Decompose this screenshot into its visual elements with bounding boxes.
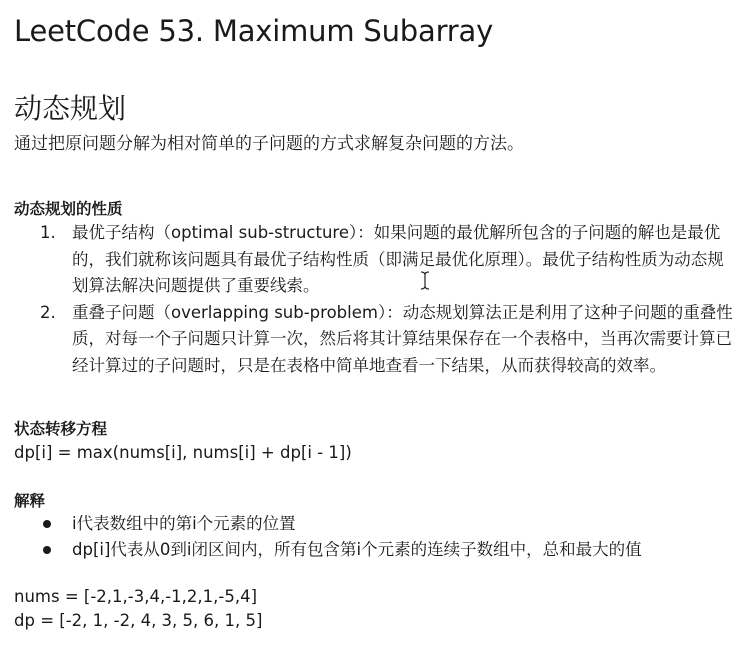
nums-array: nums = [-2,1,-3,4,-1,2,1,-5,4] <box>14 587 258 606</box>
dp-intro-text: 通过把原问题分解为相对简单的子问题的方式求解复杂问题的方法。 <box>14 134 524 154</box>
explanation-text-1: i代表数组中的第i个元素的位置 <box>72 514 296 533</box>
properties-list <box>14 220 739 379</box>
page-title: LeetCode 53. Maximum Subarray <box>14 14 494 48</box>
property-text-1: 最优子结构（optimal sub-structure）：如果问题的最优解所包含的子问题的解也是最优的，我们就称该问题具有最优子结构性质（即满足最优化原理）。最优子结构性质为动态规划算法解决问题提供了重要线索。 <box>72 223 724 295</box>
property-item-2 <box>14 300 739 380</box>
explanation-text-2: dp[i]代表从0到i闭区间内，所有包含第i个元素的连续子数组中，总和最大的值 <box>72 540 642 559</box>
property-number-1: 1. <box>40 223 56 242</box>
bullet-icon <box>43 546 51 554</box>
explanation-title: 解释 <box>14 492 46 510</box>
property-item-1 <box>14 220 739 300</box>
explanation-item-1 <box>14 511 642 537</box>
property-number-2: 2. <box>40 302 56 322</box>
dp-heading: 动态规划 <box>14 92 127 125</box>
transition-formula: dp[i] = max(nums[i], nums[i] + dp[i - 1]) <box>14 443 352 462</box>
bullet-icon <box>43 520 51 528</box>
property-text-2: 重叠子问题（overlapping sub-problem）：动态规划算法正是利用了这种子问题的重叠性质，对每一个子问题只计算一次，然后将其计算结果保存在一个表格中，当再次需要计算已经计算过的子问题时，只是在表格中简单地查看一下结果，从而获得较高的效率。 <box>72 302 733 375</box>
explanation-list <box>14 511 642 563</box>
properties-title: 动态规划的性质 <box>14 200 123 218</box>
transition-title: 状态转移方程 <box>14 420 108 438</box>
dp-array: dp = [-2, 1, -2, 4, 3, 5, 6, 1, 5] <box>14 611 263 630</box>
text-cursor-icon <box>420 271 430 290</box>
explanation-item-2 <box>14 537 642 563</box>
